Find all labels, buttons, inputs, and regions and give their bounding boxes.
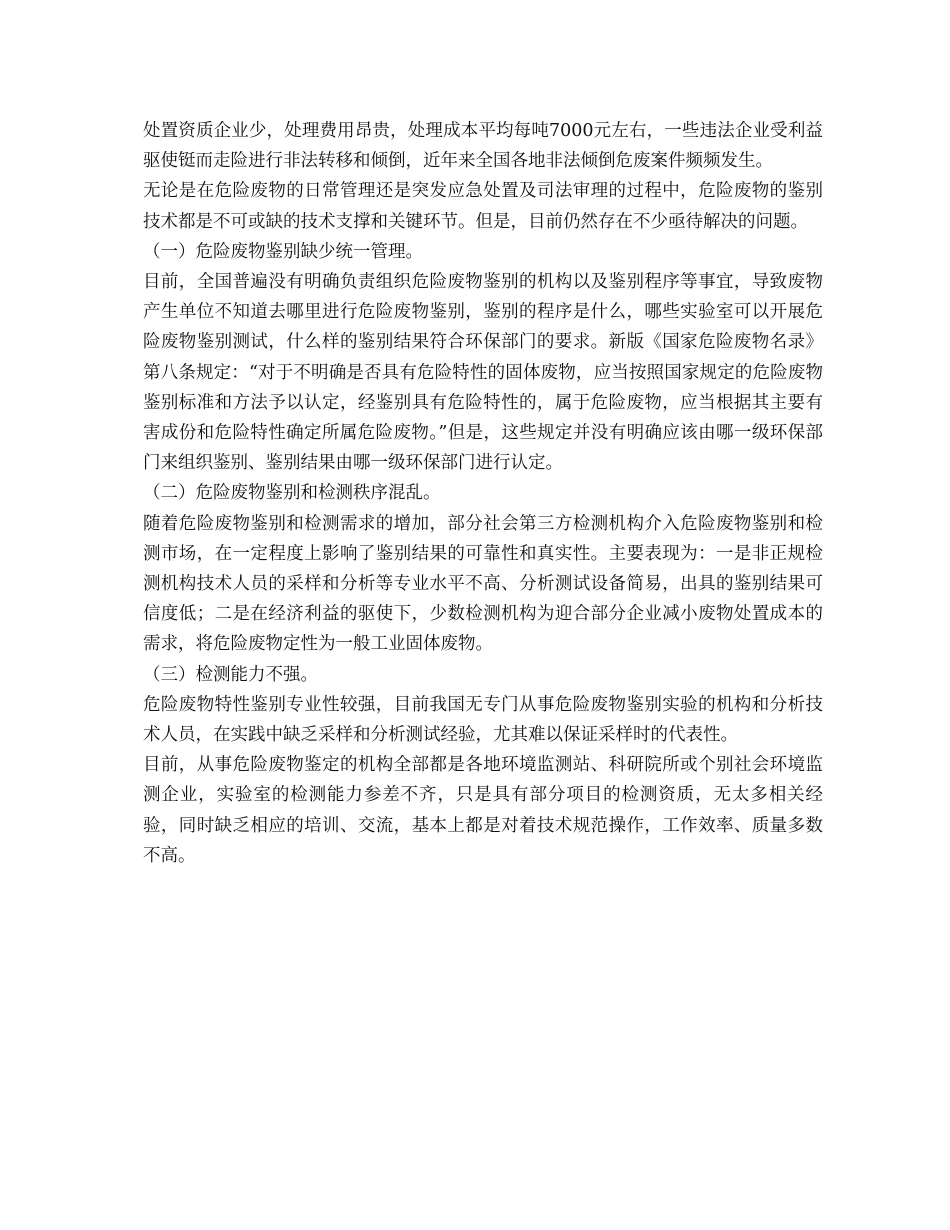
heading-section-1: （一）危险废物鉴别缺少统一管理。 (143, 241, 423, 262)
paragraph-section-3-body-a: 危险废物特性鉴别专业性较强，目前我国无专门从事危险废物鉴别实验的机构和分析技术人员，在实践中缺乏采样和分析测试经验，尤其难以保证采样时的代表性。 (143, 694, 823, 746)
paragraph-disposal-cost: 处置资质企业少，处理费用昂贵，处理成本平均每吨7000元左右，一些违法企业受利益驱使铤而走险进行非法转移和倾倒，近年来全国各地非法倾倒危废案件频频发生。 (143, 121, 823, 172)
heading-section-3: （三）检测能力不强。 (143, 664, 318, 685)
paragraph-identification-importance: 无论是在危险废物的日常管理还是突发应急处置及司法审理的过程中，危险废物的鉴别技术都是不可或缺的技术支撑和关键环节。但是，目前仍然存在不少亟待解决的问题。 (143, 181, 823, 232)
paragraph-section-2-body: 随着危险废物鉴别和检测需求的增加，部分社会第三方检测机构介入危险废物鉴别和检测市场，在一定程度上影响了鉴别结果的可靠性和真实性。主要表现为：一是非正规检测机构技术人员的采样和分析等专业水平不高、分析测试设备简易，出具的鉴别结果可信度低；二是在经济利益的驱使下，少数检测机构为迎合部分企业减小废物处置成本的需求，将危险废物定性为一般工业固体废物。 (143, 513, 823, 655)
paragraph-section-1-body: 目前，全国普遍没有明确负责组织危险废物鉴别的机构以及鉴别程序等事宜，导致废物产生单位不知道去哪里进行危险废物鉴别，鉴别的程序是什么，哪些实验室可以开展危险废物鉴别测试，什么样的鉴别结果符合环保部门的要求。新版《国家危险废物名录》第八条规定：“对于不明确是否具有危险特性的固体废物，应当按照国家规定的危险废物鉴别标准和方法予以认定，经鉴别具有危险特性的，属于危险废物，应当根据其主要有害成份和危险特性确定所属危险废物。”但是，这些规定并没有明确应该由哪一级环保部门来组织鉴别、鉴别结果由哪一级环保部门进行认定。 (143, 272, 823, 474)
heading-section-2: （二）危险废物鉴别和检测秩序混乱。 (143, 483, 441, 504)
document-body (143, 116, 823, 871)
paragraph-section-3-body-b: 目前，从事危险废物鉴定的机构全部都是各地环境监测站、科研院所或个别社会环境监测企业，实验室的检测能力参差不齐，只是具有部分项目的检测资质，无太多相关经验，同时缺乏相应的培训、交流，基本上都是对着技术规范操作，工作效率、质量多数不高。 (143, 755, 823, 866)
